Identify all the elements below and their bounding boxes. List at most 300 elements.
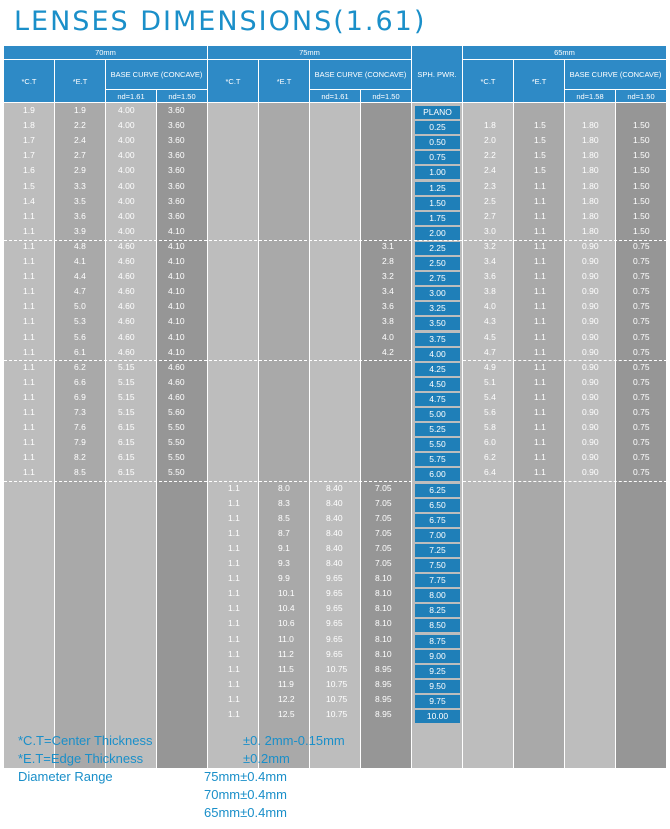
sph-power-cell: 7.25 <box>415 544 460 557</box>
g70-ct-cell: 1.7 <box>23 135 35 146</box>
g65-bc158-cell: 0.90 <box>582 331 599 342</box>
g70-ct-cell: 1.8 <box>23 120 35 131</box>
sph-power-cell: 2.75 <box>415 272 460 285</box>
g70-bc150-cell: 4.60 <box>168 391 185 402</box>
g70-et-cell: 2.4 <box>74 135 86 146</box>
nd-a-header-g70: nd=1.61 <box>106 90 157 103</box>
g65-et-cell: 1.1 <box>534 256 546 266</box>
sph-power-cell: 3.00 <box>415 287 460 300</box>
g70-bc150-cell: 4.60 <box>168 376 185 387</box>
g65-bc150-cell: 0.75 <box>633 467 650 478</box>
diameter-65: 65mm±0.4mm <box>204 805 287 820</box>
diameter-75: 75mm±0.4mm <box>204 769 287 784</box>
g70-et-cell: 7.3 <box>74 407 86 417</box>
g70-bc150-cell: 5.50 <box>168 437 185 448</box>
g65-bc150-cell: 0.75 <box>633 437 650 448</box>
g65-et-cell: 1.1 <box>534 240 546 251</box>
g70-bc161-cell: 5.15 <box>118 376 135 387</box>
g70-bc161-cell: 4.00 <box>118 135 135 146</box>
g65-bc158-cell: 1.80 <box>582 135 599 146</box>
g75-bc150-cell: 7.05 <box>375 542 392 553</box>
g70-bc161-cell: 4.00 <box>118 210 135 221</box>
g65-bc150-cell: 1.50 <box>633 120 650 131</box>
g70-et-cell: 4.4 <box>74 271 86 282</box>
g75-bc150-cell: 8.10 <box>375 633 392 644</box>
g70-et-cell: 5.3 <box>74 316 86 327</box>
g70-bc150-cell: 3.60 <box>168 165 185 176</box>
g70-bc161-cell: 4.00 <box>118 105 135 115</box>
g65-bc158-cell: 1.80 <box>582 210 599 221</box>
g75-et-cell: 11.0 <box>278 633 294 644</box>
sph-power-cell: 8.25 <box>415 604 460 617</box>
sph-power-cell: 8.75 <box>415 635 460 648</box>
sph-power-cell: 8.50 <box>415 619 460 632</box>
g70-ct-cell: 1.1 <box>23 361 35 372</box>
g75-ct-cell: 1.1 <box>228 558 240 568</box>
g65-bc150-cell: 0.75 <box>633 346 650 357</box>
g75-bc150-top-cell: 3.8 <box>382 316 394 327</box>
g75-bc150-cell: 7.05 <box>375 482 392 493</box>
g70-bc150-cell: 4.10 <box>168 301 185 312</box>
sph-power-cell: 1.00 <box>415 166 460 179</box>
g70-et-cell: 2.2 <box>74 120 86 131</box>
dashed-separator-0 <box>4 240 667 241</box>
g75-et-cell: 10.1 <box>278 588 295 599</box>
g75-bc161-cell: 9.65 <box>326 588 343 599</box>
g65-bc150-cell: 1.50 <box>633 135 650 146</box>
sph-power-cell: 9.75 <box>415 695 460 708</box>
g70-bc161-cell: 4.60 <box>118 301 135 312</box>
g65-bc150-cell: 1.50 <box>633 195 650 206</box>
sph-power-cell: 0.25 <box>415 121 460 134</box>
g75-bc150-top-cell: 3.4 <box>382 286 394 297</box>
g75-ct-cell: 1.1 <box>228 603 240 614</box>
g65-et-cell: 1.1 <box>534 331 546 342</box>
g70-ct-cell: 1.1 <box>23 301 35 312</box>
g70-bc161-cell: 6.15 <box>118 467 135 478</box>
g75-bc150-cell: 8.95 <box>375 709 392 719</box>
g75-bc150-cell: 8.10 <box>375 603 392 614</box>
sph-power-cell: 9.25 <box>415 665 460 678</box>
g75-bc150-cell: 8.95 <box>375 663 392 674</box>
g75-et-cell: 11.5 <box>278 663 294 674</box>
g70-bc161-cell: 4.00 <box>118 150 135 161</box>
g70-bc161-cell: 4.60 <box>118 240 135 251</box>
g65-bc158-cell: 0.90 <box>582 286 599 297</box>
g65-ct-cell: 4.5 <box>484 331 496 342</box>
g65-bc150-cell: 0.75 <box>633 256 650 266</box>
g70-bc161-cell: 6.15 <box>118 422 135 433</box>
dashed-separator-1 <box>4 360 412 361</box>
g65-bc158-cell: 0.90 <box>582 301 599 312</box>
sph-power-cell: 7.75 <box>415 574 460 587</box>
g75-et-cell: 8.3 <box>278 497 290 508</box>
g70-bc150-cell: 5.50 <box>168 422 185 433</box>
g70-ct-cell: 1.1 <box>23 422 35 433</box>
g75-bc150-top-cell: 4.2 <box>382 346 394 357</box>
g75-ct-cell: 1.1 <box>228 482 240 493</box>
g70-bc161-cell: 6.15 <box>118 452 135 463</box>
g70-et-cell: 2.9 <box>74 165 86 176</box>
sph-power-cell: 7.00 <box>415 529 460 542</box>
g70-bc161-cell: 4.00 <box>118 180 135 191</box>
g75-ct-cell: 1.1 <box>228 573 240 584</box>
g75-et-cell: 9.9 <box>278 573 290 584</box>
ct-legend-label: *C.T=Center Thickness <box>18 733 153 748</box>
g75-bc161-cell: 9.65 <box>326 633 343 644</box>
g65-ct-cell: 6.4 <box>484 467 496 478</box>
g70-ct-cell: 1.1 <box>23 225 35 236</box>
sph-power-cell: 1.25 <box>415 182 460 195</box>
g70-ct-cell: 1.1 <box>23 452 35 463</box>
diameter-70: 70mm±0.4mm <box>204 787 287 802</box>
et-header-g75: *E.T <box>259 60 310 103</box>
g75-bc161-cell: 8.40 <box>326 512 343 523</box>
g65-et-cell: 1.1 <box>534 391 546 402</box>
g65-ct-cell: 4.0 <box>484 301 496 312</box>
g75-ct-cell: 1.1 <box>228 693 240 704</box>
g65-bc158-cell: 0.90 <box>582 407 599 417</box>
g70-et-cell: 3.5 <box>74 195 86 206</box>
g65-ct-cell: 3.0 <box>484 225 496 236</box>
g65-ct-cell: 6.2 <box>484 452 496 463</box>
g65-bc150-cell: 1.50 <box>633 210 650 221</box>
g65-ct-cell: 2.4 <box>484 165 496 176</box>
et-header-g65: *E.T <box>514 60 565 103</box>
g70-ct-cell: 1.7 <box>23 150 35 161</box>
g70-bc150-cell: 3.60 <box>168 135 185 146</box>
g75-ct-cell: 1.1 <box>228 527 240 538</box>
g70-bc150-cell: 4.10 <box>168 240 185 251</box>
g75-ct-cell: 1.1 <box>228 618 240 629</box>
g65-ct-cell: 4.9 <box>484 361 496 372</box>
g70-bc161-cell: 4.60 <box>118 316 135 327</box>
g70-bc150-cell: 4.10 <box>168 331 185 342</box>
g65-et-cell: 1.5 <box>534 135 546 146</box>
g70-ct-cell: 1.1 <box>23 437 35 448</box>
g65-bc150-cell: 0.75 <box>633 422 650 433</box>
sph-header: SPH. PWR. <box>412 46 463 103</box>
g65-et-cell: 1.1 <box>534 376 546 387</box>
g65-bc158-cell: 0.90 <box>582 452 599 463</box>
g65-bc150-cell: 0.75 <box>633 331 650 342</box>
g65-et-cell: 1.1 <box>534 361 546 372</box>
g70-et-cell: 3.6 <box>74 210 86 221</box>
sph-power-cell: 6.25 <box>415 484 460 497</box>
g65-bc158-cell: 1.80 <box>582 225 599 236</box>
g75-bc161-cell: 10.75 <box>326 709 348 719</box>
g65-bc150-cell: 0.75 <box>633 407 650 417</box>
g75-ct-cell: 1.1 <box>228 709 240 719</box>
g75-bc150-cell: 7.05 <box>375 558 392 568</box>
g75-bc161-cell: 9.65 <box>326 648 343 659</box>
sph-power-cell: 4.25 <box>415 363 460 376</box>
g65-bc158-cell: 0.90 <box>582 256 599 266</box>
g65-bc158-cell: 1.80 <box>582 150 599 161</box>
g65-ct-cell: 4.7 <box>484 346 496 357</box>
g75-bc161-cell: 10.75 <box>326 693 348 704</box>
nd-b-header-g75: nd=1.50 <box>361 90 412 103</box>
g65-ct-cell: 2.2 <box>484 150 496 161</box>
g65-bc158-cell: 0.90 <box>582 240 599 251</box>
g70-bc161-cell: 4.60 <box>118 331 135 342</box>
g70-ct-cell: 1.6 <box>23 165 35 176</box>
sph-power-cell: 4.00 <box>415 348 460 361</box>
g70-et-cell: 8.2 <box>74 452 86 463</box>
diameter-legend-label: Diameter Range <box>18 769 113 784</box>
g70-bc161-cell: 5.15 <box>118 361 135 372</box>
g70-bc150-cell: 5.50 <box>168 452 185 463</box>
g75-bc150-cell: 8.10 <box>375 573 392 584</box>
g75-bc150-cell: 8.95 <box>375 693 392 704</box>
g75-ct-cell: 1.1 <box>228 512 240 523</box>
g75-ct-cell: 1.1 <box>228 663 240 674</box>
g75-et-cell: 8.5 <box>278 512 290 523</box>
g65-bc158-cell: 1.80 <box>582 120 599 131</box>
g65-et-cell: 1.1 <box>534 437 546 448</box>
sph-power-cell: 0.75 <box>415 151 460 164</box>
g75-et-cell: 9.3 <box>278 558 290 568</box>
sph-power-cell: 3.25 <box>415 302 460 315</box>
g75-ct-cell: 1.1 <box>228 678 240 689</box>
g75-bc150-top-cell: 3.6 <box>382 301 394 312</box>
g70-ct-cell: 1.5 <box>23 180 35 191</box>
g65-et-cell: 1.1 <box>534 452 546 463</box>
g65-et-cell: 1.1 <box>534 316 546 327</box>
g70-bc161-cell: 4.60 <box>118 271 135 282</box>
g75-bc150-cell: 8.95 <box>375 678 392 689</box>
g70-et-cell: 3.3 <box>74 180 86 191</box>
g65-ct-cell: 3.4 <box>484 256 496 266</box>
g70-bc161-cell: 5.15 <box>118 391 135 402</box>
g70-bc161-cell: 4.00 <box>118 120 135 131</box>
g65-ct-cell: 2.5 <box>484 195 496 206</box>
g65-bc150-cell: 0.75 <box>633 301 650 312</box>
g70-bc161-cell: 4.60 <box>118 346 135 357</box>
g70-bc150-cell: 4.10 <box>168 256 185 266</box>
sph-power-cell: 10.00 <box>415 710 460 723</box>
g65-bc158-cell: 0.90 <box>582 376 599 387</box>
sph-power-cell: 1.50 <box>415 197 460 210</box>
g70-ct-cell: 1.1 <box>23 467 35 478</box>
g70-bc150-cell: 4.10 <box>168 225 185 236</box>
sph-power-cell: PLANO <box>415 106 460 119</box>
g65-bc150-cell: 0.75 <box>633 286 650 297</box>
g75-bc150-top-cell: 3.1 <box>382 240 394 251</box>
g65-bc150-cell: 1.50 <box>633 180 650 191</box>
g65-et-cell: 1.1 <box>534 180 546 191</box>
ct-header-g70: *C.T <box>4 60 55 103</box>
dashed-separator-2 <box>463 360 667 361</box>
nd-a-header-g65: nd=1.58 <box>565 90 616 103</box>
g65-ct-cell: 2.3 <box>484 180 496 191</box>
sph-power-cell: 5.75 <box>415 453 460 466</box>
g75-bc150-cell: 8.10 <box>375 588 392 599</box>
g65-et-cell: 1.1 <box>534 286 546 297</box>
ct-tolerance: ±0. 2mm-0.15mm <box>243 733 345 748</box>
g70-et-cell: 5.0 <box>74 301 86 312</box>
g75-et-cell: 11.9 <box>278 678 294 689</box>
g65-et-cell: 1.1 <box>534 422 546 433</box>
g70-bc161-cell: 4.00 <box>118 165 135 176</box>
g70-et-cell: 8.5 <box>74 467 86 478</box>
g75-ct-cell: 1.1 <box>228 633 240 644</box>
g65-et-cell: 1.1 <box>534 210 546 221</box>
g75-bc161-cell: 8.40 <box>326 558 343 568</box>
sph-power-cell: 5.50 <box>415 438 460 451</box>
g75-ct-cell: 1.1 <box>228 542 240 553</box>
g70-ct-cell: 1.1 <box>23 407 35 417</box>
g65-et-cell: 1.1 <box>534 301 546 312</box>
g65-bc150-cell: 0.75 <box>633 452 650 463</box>
g65-bc150-cell: 0.75 <box>633 240 650 251</box>
g75-bc150-cell: 8.10 <box>375 648 392 659</box>
sph-power-cell: 8.00 <box>415 589 460 602</box>
g65-ct-cell: 6.0 <box>484 437 496 448</box>
page-title: LENSES DIMENSIONS(1.61) <box>14 6 427 37</box>
g75-bc150-cell: 7.05 <box>375 497 392 508</box>
sph-power-cell: 0.50 <box>415 136 460 149</box>
g75-ct-cell: 1.1 <box>228 588 240 599</box>
g65-bc150-cell: 1.50 <box>633 150 650 161</box>
g65-ct-cell: 2.0 <box>484 135 496 146</box>
g75-bc161-cell: 8.40 <box>326 542 343 553</box>
g75-et-cell: 8.7 <box>278 527 290 538</box>
g75-et-cell: 10.6 <box>278 618 295 629</box>
g70-et-cell: 4.1 <box>74 256 86 266</box>
g70-bc161-cell: 5.15 <box>118 407 135 417</box>
g75-et-cell: 10.4 <box>278 603 295 614</box>
g75-bc161-cell: 9.65 <box>326 573 343 584</box>
g70-bc161-cell: 4.00 <box>118 195 135 206</box>
et-tolerance: ±0.2mm <box>243 751 290 766</box>
g65-ct-cell: 1.8 <box>484 120 496 131</box>
et-legend-label: *E.T=Edge Thickness <box>18 751 144 766</box>
g70-bc161-cell: 4.60 <box>118 286 135 297</box>
g65-bc150-cell: 0.75 <box>633 271 650 282</box>
g65-bc150-cell: 0.75 <box>633 316 650 327</box>
g70-bc150-cell: 4.10 <box>168 286 185 297</box>
group-header-g70: 70mm <box>4 46 208 60</box>
g75-et-cell: 11.2 <box>278 648 294 659</box>
g65-bc158-cell: 0.90 <box>582 422 599 433</box>
g70-et-cell: 6.6 <box>74 376 86 387</box>
sph-power-cell: 6.75 <box>415 514 460 527</box>
sph-power-cell: 6.00 <box>415 468 460 481</box>
g75-bc150-top-cell: 2.8 <box>382 256 394 266</box>
g75-et-cell: 12.5 <box>278 709 295 719</box>
g65-bc158-cell: 1.80 <box>582 180 599 191</box>
g65-bc158-cell: 0.90 <box>582 361 599 372</box>
g65-ct-cell: 5.8 <box>484 422 496 433</box>
g70-bc150-cell: 5.50 <box>168 467 185 478</box>
g70-ct-cell: 1.1 <box>23 376 35 387</box>
g65-et-cell: 1.1 <box>534 225 546 236</box>
g65-et-cell: 1.1 <box>534 346 546 357</box>
g70-et-cell: 4.8 <box>74 240 86 251</box>
g65-ct-cell: 5.4 <box>484 391 496 402</box>
nd-a-header-g75: nd=1.61 <box>310 90 361 103</box>
group-header-g65: 65mm <box>463 46 667 60</box>
g70-et-cell: 7.6 <box>74 422 86 433</box>
dashed-separator-4 <box>463 481 667 482</box>
g70-et-cell: 2.7 <box>74 150 86 161</box>
g70-et-cell: 6.1 <box>74 346 86 357</box>
g70-bc161-cell: 4.00 <box>118 225 135 236</box>
g65-ct-cell: 5.6 <box>484 407 496 417</box>
g65-ct-cell: 4.3 <box>484 316 496 327</box>
sph-power-cell: 5.25 <box>415 423 460 436</box>
sph-power-cell: 2.25 <box>415 242 460 255</box>
base-curve-header-g75: BASE CURVE (CONCAVE) <box>310 60 412 90</box>
g65-bc150-cell: 1.50 <box>633 165 650 176</box>
nd-b-header-g70: nd=1.50 <box>157 90 208 103</box>
g65-bc150-cell: 0.75 <box>633 391 650 402</box>
g65-ct-cell: 2.7 <box>484 210 496 221</box>
et-header-g70: *E.T <box>55 60 106 103</box>
g75-bc150-top-cell: 4.0 <box>382 331 394 342</box>
g70-et-cell: 7.9 <box>74 437 86 448</box>
g75-ct-cell: 1.1 <box>228 497 240 508</box>
sph-power-cell: 3.50 <box>415 317 460 330</box>
g75-et-cell: 9.1 <box>278 542 290 553</box>
g65-ct-cell: 5.1 <box>484 376 496 387</box>
g75-bc161-cell: 10.75 <box>326 663 348 674</box>
g75-bc150-cell: 7.05 <box>375 512 392 523</box>
g70-ct-cell: 1.1 <box>23 271 35 282</box>
g65-ct-cell: 3.8 <box>484 286 496 297</box>
g70-ct-cell: 1.1 <box>23 256 35 266</box>
g70-bc150-cell: 3.60 <box>168 180 185 191</box>
g70-ct-cell: 1.1 <box>23 331 35 342</box>
base-curve-header-g65: BASE CURVE (CONCAVE) <box>565 60 667 90</box>
dashed-separator-3 <box>4 481 412 482</box>
ct-header-g65: *C.T <box>463 60 514 103</box>
g70-bc150-cell: 3.60 <box>168 150 185 161</box>
sph-power-cell: 2.00 <box>415 227 460 240</box>
g70-bc150-cell: 3.60 <box>168 195 185 206</box>
g65-bc158-cell: 1.80 <box>582 195 599 206</box>
nd-b-header-g65: nd=1.50 <box>616 90 667 103</box>
g70-bc161-cell: 6.15 <box>118 437 135 448</box>
g70-bc150-cell: 4.10 <box>168 346 185 357</box>
g75-bc150-cell: 7.05 <box>375 527 392 538</box>
sph-power-cell: 9.00 <box>415 650 460 663</box>
g75-bc150-cell: 8.10 <box>375 618 392 629</box>
g70-bc150-cell: 4.60 <box>168 361 185 372</box>
g65-et-cell: 1.5 <box>534 120 546 131</box>
g65-bc158-cell: 0.90 <box>582 437 599 448</box>
g65-et-cell: 1.5 <box>534 150 546 161</box>
g70-ct-cell: 1.1 <box>23 391 35 402</box>
g65-bc158-cell: 0.90 <box>582 467 599 478</box>
g70-ct-cell: 1.1 <box>23 210 35 221</box>
g70-ct-cell: 1.4 <box>23 195 35 206</box>
group-header-g75: 75mm <box>208 46 412 60</box>
g70-ct-cell: 1.9 <box>23 105 35 115</box>
g75-et-cell: 8.0 <box>278 482 290 493</box>
sph-power-cell: 3.75 <box>415 333 460 346</box>
g70-bc150-cell: 4.10 <box>168 316 185 327</box>
sph-power-cell: 2.50 <box>415 257 460 270</box>
g65-et-cell: 1.1 <box>534 467 546 478</box>
g70-et-cell: 1.9 <box>74 105 86 115</box>
g75-bc161-cell: 8.40 <box>326 527 343 538</box>
g65-bc158-cell: 0.90 <box>582 271 599 282</box>
sph-power-cell: 1.75 <box>415 212 460 225</box>
g75-bc161-cell: 8.40 <box>326 482 343 493</box>
g65-et-cell: 1.1 <box>534 407 546 417</box>
